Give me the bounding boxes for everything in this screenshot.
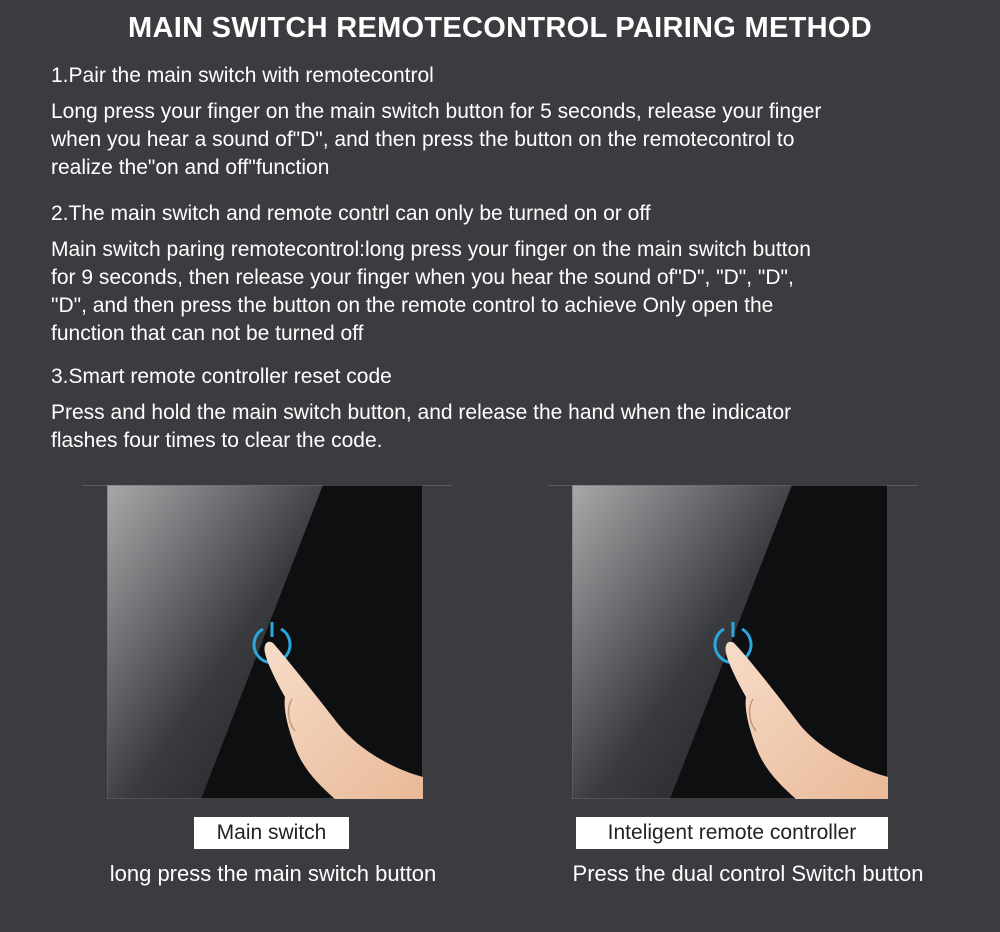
section-pair-main-switch bbox=[51, 62, 951, 182]
paragraph-line: "D", and then press the button on the remote control to achieve Only open the bbox=[51, 294, 774, 317]
section-paragraph bbox=[51, 98, 951, 182]
page-title: MAIN SWITCH REMOTECONTROL PAIRING METHOD bbox=[128, 12, 872, 44]
remote-controller-caption: Press the dual control Switch button bbox=[572, 861, 924, 886]
section-on-off-only bbox=[51, 200, 951, 348]
section-heading: 2.The main switch and remote contrl can only be turned on or off bbox=[51, 202, 651, 225]
paragraph-line: flashes four times to clear the code. bbox=[51, 429, 383, 452]
section-heading: 3.Smart remote controller reset code bbox=[51, 365, 392, 388]
paragraph-line: realize the"on and off"function bbox=[51, 156, 330, 179]
main-switch-label: Main switch bbox=[194, 817, 349, 849]
switch-panel-image bbox=[107, 485, 423, 799]
remote-controller-panel bbox=[572, 485, 888, 799]
main-switch-panel bbox=[107, 485, 423, 799]
paragraph-line: for 9 seconds, then release your finger when you hear the sound of"D", "D", "D", bbox=[51, 266, 794, 289]
paragraph-line: when you hear a sound of"D", and then press the button on the remotecontrol to bbox=[51, 128, 795, 151]
section-paragraph bbox=[51, 399, 951, 455]
section-reset-code bbox=[51, 363, 951, 455]
switch-panel-image bbox=[572, 485, 888, 799]
remote-controller-label: Inteligent remote controller bbox=[576, 817, 888, 849]
section-paragraph bbox=[51, 236, 951, 348]
paragraph-line: function that can not be turned off bbox=[51, 322, 364, 345]
section-heading: 1.Pair the main switch with remotecontrol bbox=[51, 64, 434, 87]
paragraph-line: Main switch paring remotecontrol:long press your finger on the main switch button bbox=[51, 238, 811, 261]
paragraph-line: Press and hold the main switch button, and release the hand when the indicator bbox=[51, 401, 792, 424]
main-switch-caption: long press the main switch button bbox=[109, 861, 437, 886]
paragraph-line: Long press your finger on the main switch button for 5 seconds, release your finger bbox=[51, 100, 822, 123]
